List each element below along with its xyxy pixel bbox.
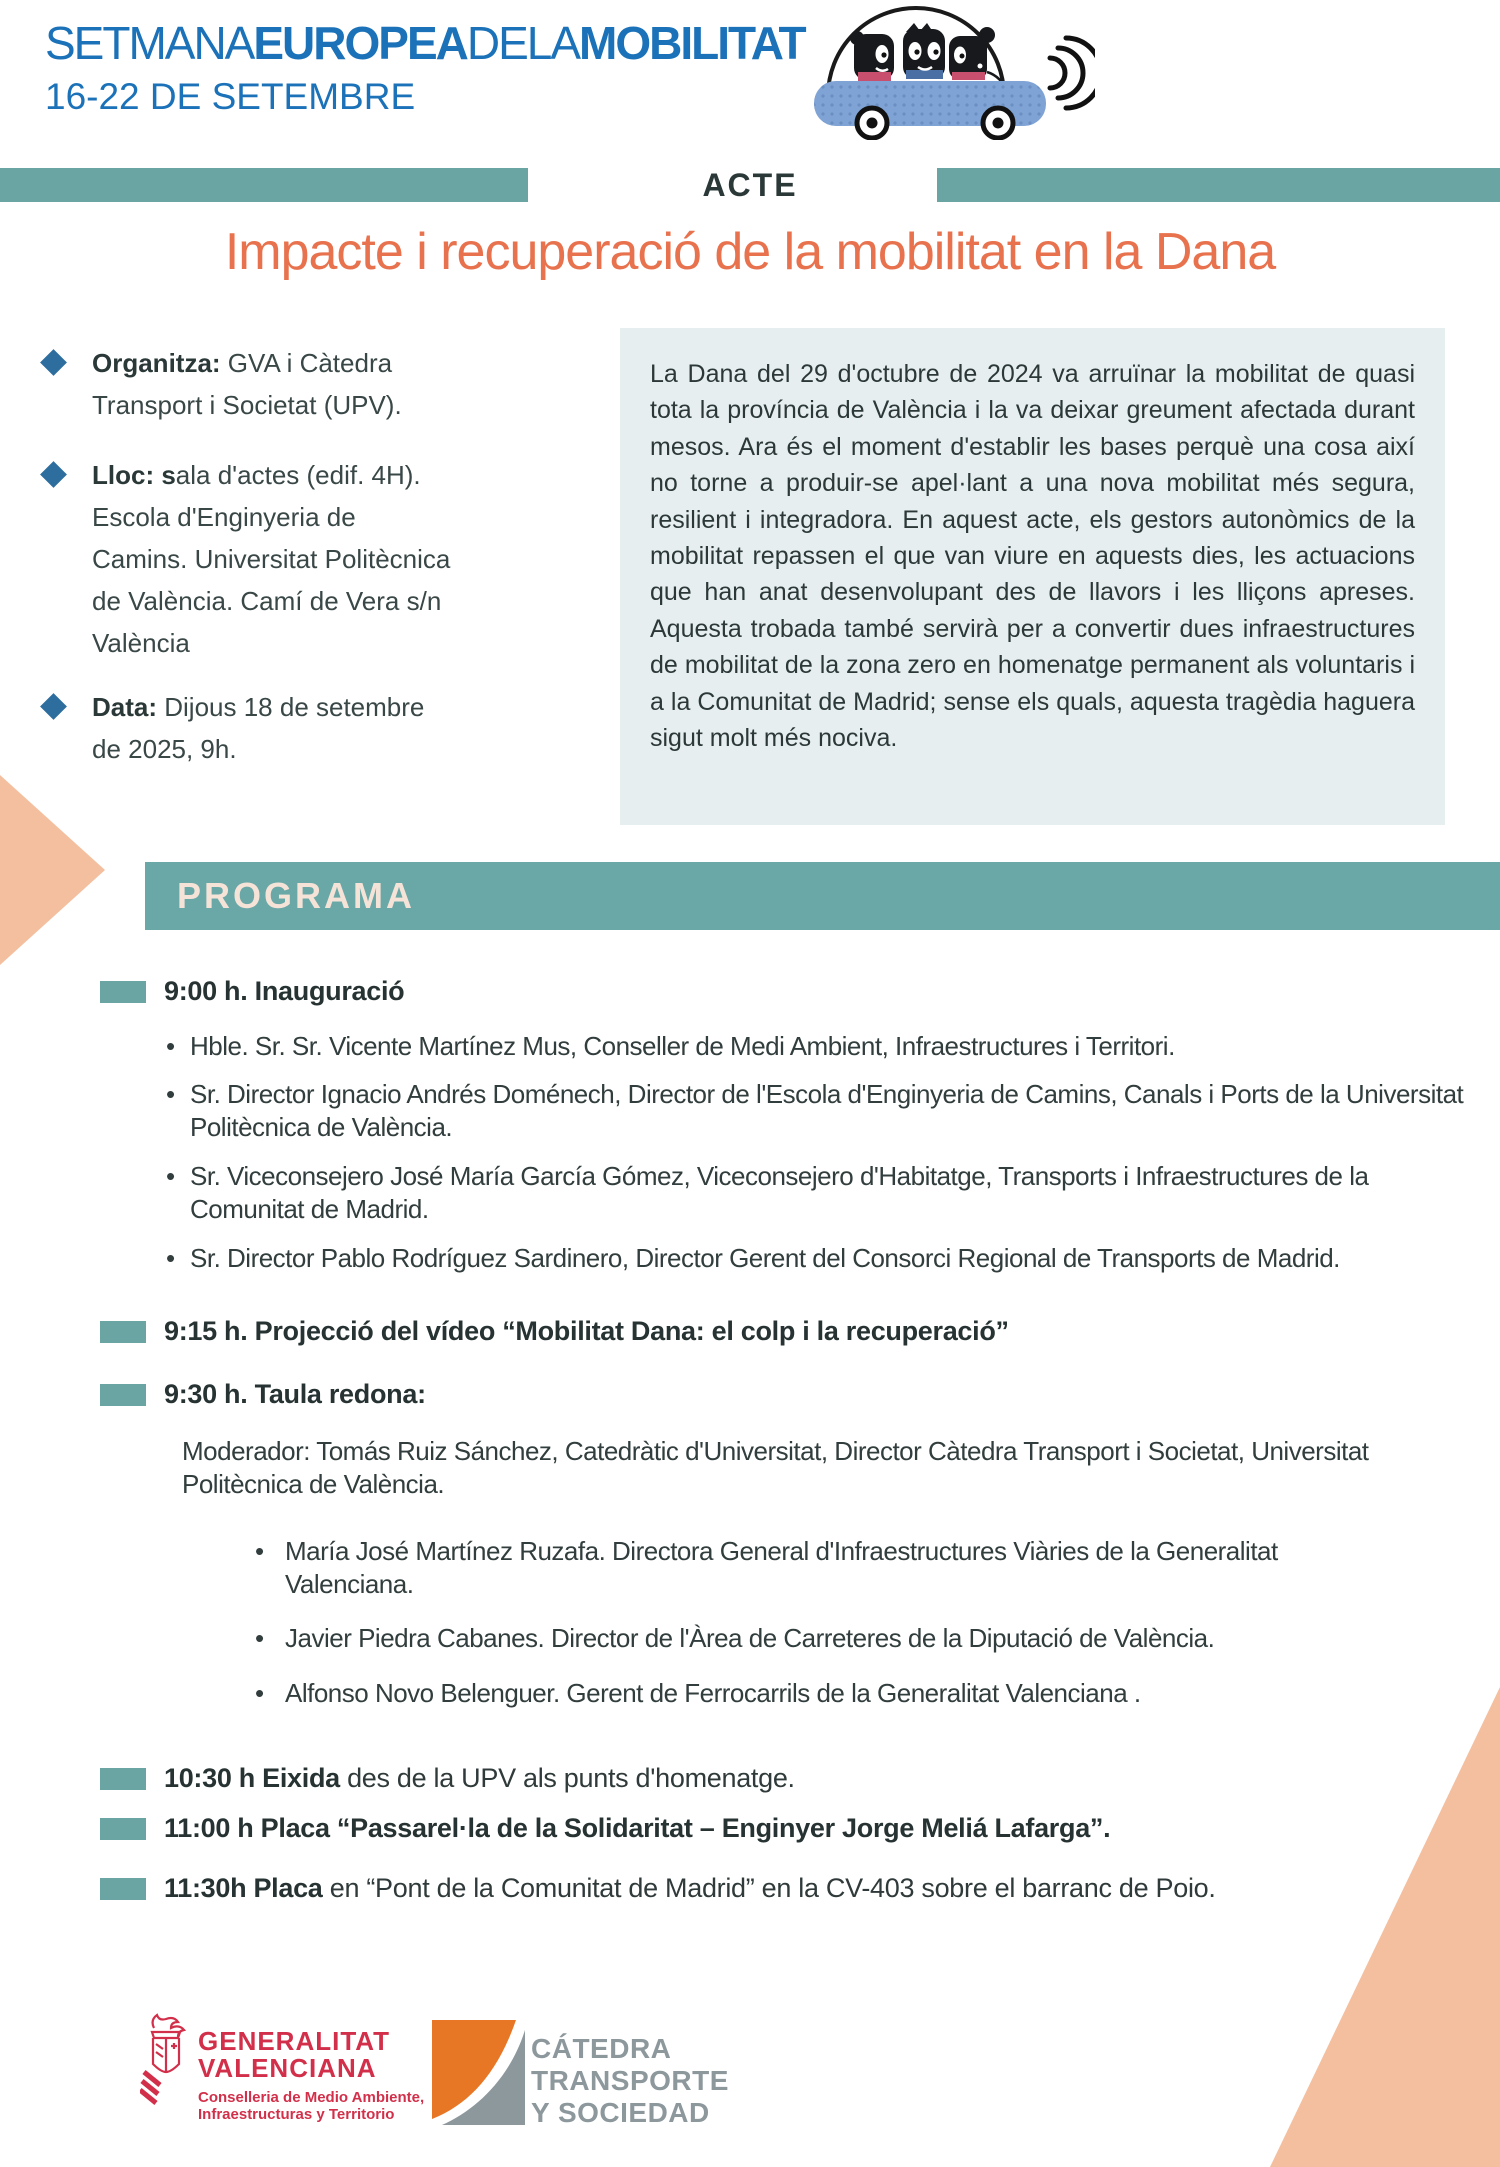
title-segment: DELA bbox=[466, 17, 580, 69]
signal-waves-icon bbox=[1050, 38, 1095, 108]
bullet-dot: • bbox=[166, 1079, 175, 1109]
speaker-item bbox=[100, 1030, 1465, 1063]
catedra-logo-text bbox=[531, 2033, 729, 2129]
gva-emblem-icon bbox=[140, 2010, 192, 2105]
title-segment: EUROPEA bbox=[253, 17, 467, 69]
detail-label: Data: bbox=[92, 692, 158, 722]
bullet-dot: • bbox=[166, 1243, 175, 1273]
passenger-left bbox=[850, 31, 894, 81]
catedra-text-line: CÁTEDRA bbox=[531, 2033, 672, 2064]
time-marker-bar bbox=[100, 1768, 146, 1790]
program-item-bold: 9:30 h. Taula redona: bbox=[164, 1379, 426, 1409]
bullet-dot: • bbox=[166, 1031, 175, 1061]
speaker-item bbox=[100, 1078, 1465, 1144]
gva-name-line: GENERALITAT bbox=[198, 2026, 391, 2056]
programa-heading: PROGRAMA bbox=[177, 875, 415, 916]
detail-text: GVA i Càtedra Transport i Societat (UPV). bbox=[92, 348, 402, 420]
detail-organitza bbox=[42, 342, 452, 426]
event-description: La Dana del 29 d'octubre de 2024 va arruïnar la mobilitat de quasi tota la província de València i la va deixar greument afectada durant mesos. Ara és el moment d'establir les bases perquè una cosa així no torne a produir-se apel·lant a una nova mobilitat més segura, resilient i integradora. En aquest acte, els gestors autonòmics de la mobilitat repassen el que van viure en aquests dies, les actuacions que han anat desenvolupant des de llavors i les lliçons apreses. Aquesta trobada també servirà per a convertir dues infraestructures de mobilitat de la zona zero en homenatge permanent als voluntaris i a la Comunitat de Madrid; sense els quals, aquesta tragèdia haguera sigut molt més nociva. bbox=[650, 360, 1415, 753]
speaker-text: Sr. Viceconsejero José María García Gómez, Viceconsejero d'Habitatge, Transports i Infraestructures de la Comunitat de Madrid. bbox=[190, 1161, 1369, 1224]
panelist-item bbox=[100, 1677, 1390, 1710]
program-item-1100 bbox=[100, 1812, 1465, 1845]
gva-name-line: VALENCIANA bbox=[198, 2053, 377, 2083]
event-description-box bbox=[620, 328, 1445, 825]
detail-text: ala d'actes (edif. 4H). Escola d'Enginyeria de Camins. Universitat Politècnica de València. Camí de Vera s/n València bbox=[92, 460, 451, 658]
time-marker-bar bbox=[100, 1818, 146, 1840]
panelist-item bbox=[100, 1535, 1390, 1601]
program-item-930 bbox=[100, 1378, 1465, 1411]
bullet-dot: • bbox=[166, 1161, 175, 1191]
mobility-week-title bbox=[45, 16, 805, 70]
program-item-915 bbox=[100, 1315, 1465, 1348]
car-with-passengers-illustration bbox=[810, 2, 1095, 140]
title-segment: MOBILITAT bbox=[579, 17, 805, 69]
panelist-text: Javier Piedra Cabanes. Director de l'Àrea de Carreteres de la Diputació de València. bbox=[285, 1623, 1215, 1653]
program-item-bold: 10:30 h Eixida bbox=[164, 1763, 340, 1793]
program-item-rest: des de la UPV als punts d'homenatge. bbox=[339, 1763, 795, 1793]
program-item-bold: 9:00 h. Inauguració bbox=[164, 976, 405, 1006]
detail-data bbox=[42, 686, 452, 770]
bullet-dot: • bbox=[255, 1678, 264, 1708]
moderator-text: Moderador: Tomás Ruiz Sánchez, Catedràtic d'Universitat, Director Càtedra Transport i Societat, Universitat Politècnica de València. bbox=[182, 1436, 1369, 1499]
time-marker-bar bbox=[100, 981, 146, 1003]
time-marker-bar bbox=[100, 1384, 146, 1406]
passenger-middle bbox=[903, 23, 945, 79]
catedra-text-line: Y SOCIEDAD bbox=[531, 2097, 710, 2128]
speaker-item bbox=[100, 1160, 1465, 1226]
bullet-dot: • bbox=[255, 1623, 264, 1653]
speaker-text: Sr. Director Pablo Rodríguez Sardinero, Director Gerent del Consorci Regional de Transports de Madrid. bbox=[190, 1243, 1340, 1273]
title-segment: SETMANA bbox=[45, 17, 254, 69]
diamond-bullet-icon bbox=[40, 349, 67, 376]
program-item-1130 bbox=[100, 1872, 1465, 1905]
detail-lloc bbox=[42, 454, 452, 664]
car-wheel-left bbox=[857, 108, 887, 138]
event-details bbox=[42, 342, 452, 770]
gva-dept-line: Conselleria de Medio Ambiente, bbox=[198, 2089, 425, 2106]
catedra-logo-icon bbox=[432, 2020, 525, 2125]
program-item-rest: en “Pont de la Comunitat de Madrid” en la CV-403 sobre el barranc de Poio. bbox=[322, 1873, 1216, 1903]
acte-label: ACTE bbox=[702, 167, 798, 203]
panelist-text: María José Martínez Ruzafa. Directora General d'Infraestructures Viàries de la Generalitat Valenciana. bbox=[285, 1536, 1278, 1599]
bullet-dot: • bbox=[255, 1536, 264, 1566]
detail-text: Dijous 18 de setembre de 2025, 9h. bbox=[92, 692, 425, 764]
time-marker-bar bbox=[100, 1321, 146, 1343]
peach-arrow-decoration bbox=[0, 775, 105, 965]
speaker-item bbox=[100, 1242, 1465, 1275]
program-item-bold: 9:15 h. Projecció del vídeo “Mobilitat Dana: el colp i la recuperació” bbox=[164, 1316, 1009, 1346]
panelist-item bbox=[100, 1622, 1390, 1655]
gva-logo-text bbox=[198, 2028, 424, 2123]
program-item-1030 bbox=[100, 1762, 1465, 1795]
program-item-bold: 11:30h Placa bbox=[164, 1873, 323, 1903]
program-item-bold: 11:00 h Placa “Passarel·la de la Solidaritat – Enginyer Jorge Meliá Lafarga”. bbox=[164, 1813, 1111, 1843]
diamond-bullet-icon bbox=[40, 461, 67, 488]
program-list bbox=[100, 975, 1465, 1905]
gva-dept-line: Infraestructuras y Territorio bbox=[198, 2106, 395, 2123]
event-title: Impacte i recuperació de la mobilitat en la Dana bbox=[224, 223, 1276, 281]
programa-banner bbox=[145, 862, 1500, 930]
time-marker-bar bbox=[100, 1878, 146, 1900]
speaker-text: Sr. Director Ignacio Andrés Doménech, Director de l'Escola d'Enginyeria de Camins, Canals i Ports de la Universitat Politècnica de València. bbox=[190, 1079, 1464, 1142]
speaker-text: Hble. Sr. Sr. Vicente Martínez Mus, Conseller de Medi Ambient, Infraestructures i Territori. bbox=[190, 1031, 1175, 1061]
diamond-bullet-icon bbox=[40, 693, 67, 720]
car-wheel-right bbox=[983, 108, 1013, 138]
detail-label: Lloc: s bbox=[92, 460, 176, 490]
week-dates: 16-22 DE SETEMBRE bbox=[45, 76, 416, 117]
program-item-900 bbox=[100, 975, 1465, 1008]
detail-label: Organitza: bbox=[92, 348, 221, 378]
panelist-text: Alfonso Novo Belenguer. Gerent de Ferrocarrils de la Generalitat Valenciana . bbox=[285, 1678, 1141, 1708]
catedra-text-line: TRANSPORTE bbox=[531, 2065, 729, 2096]
